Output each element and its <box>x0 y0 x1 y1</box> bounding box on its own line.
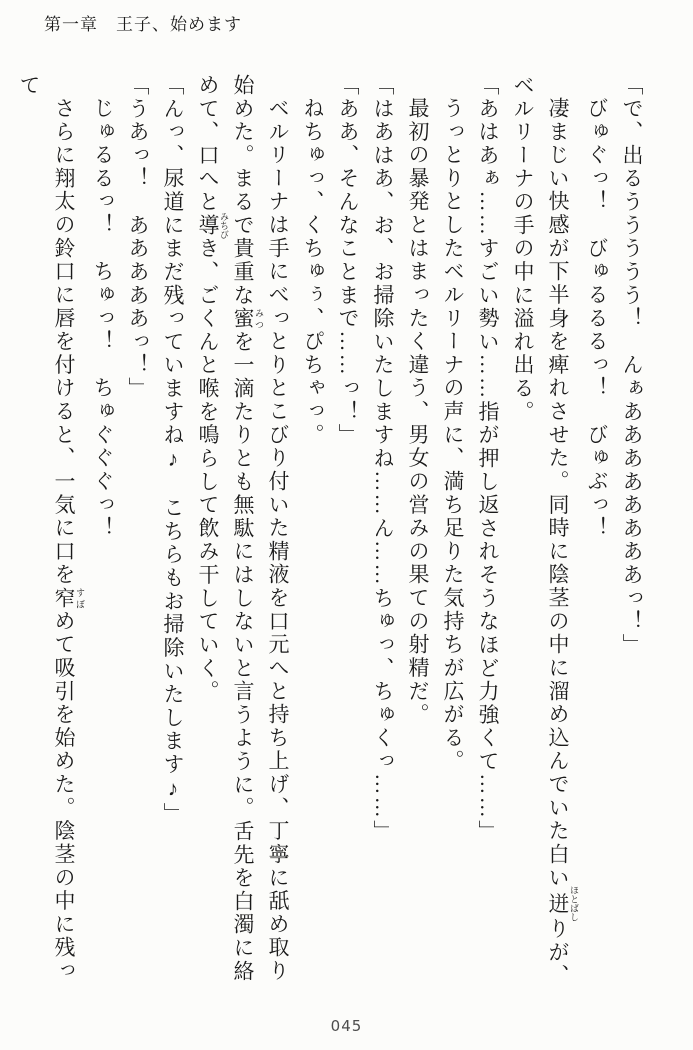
paragraph: 凄まじい快感が下半身を痺れさせた。同時に陰茎の中に溜め込んでいた白い迸 ほとばしりが、ベルリーナの手の中に溢れ出る。 <box>511 74 579 988</box>
paragraph: うっとりとしたベルリーナの声に、満ち足りた気持ちが広がる。 <box>441 97 465 774</box>
paragraph: 「あはあぁ……すごい勢い……指が押し返されそうなほど力強くて……」 <box>476 74 500 844</box>
paragraph: 「ああ、そんなことまで……っ！」 <box>336 74 360 447</box>
paragraph: 「はあはあ、お、お掃除いたしますね……ん……ちゅっ、ちゅくっ……」 <box>371 74 395 844</box>
paragraph: さらに翔太の鈴口に唇を付けると、一気に口を窄 すぼめて吸引を始めた。陰茎の中に残って <box>17 74 85 983</box>
furigana-ruby: 迸 ほとばし <box>546 885 579 922</box>
paragraph: 最初の暴発とはまったく違う、男女の営みの果ての射精だ。 <box>406 97 430 727</box>
furigana-ruby: 導 みちび <box>196 212 229 240</box>
page-number: 045 <box>330 1017 363 1035</box>
chapter-header: 第一章 王子、始めます <box>44 15 242 34</box>
body-text <box>11 74 649 1006</box>
paragraph: 「で、出るううううう！ んぁああああああああっ！」 <box>620 74 644 657</box>
paragraph: ベルリーナは手にべっとりとこびり付いた精液を口元へと持ち上げ、丁寧に舐め取り始めた。まるで貴重な蜜 みつを一滴たりとも無駄にはしないと言うように。舌先を白濁に絡めて、口へと導 みちびき、ごくんと喉を鳴らして飲み干していく。 <box>196 74 290 984</box>
furigana-ruby: 蜜 みつ <box>231 307 264 331</box>
paragraph: 「うあっ！ あああああっ！」 <box>126 74 150 401</box>
furigana-ruby: 窄 すぼ <box>52 586 85 610</box>
paragraph: 「んっ、尿道にまだ残っていますね♪ こちらもお掃除いたします♪」 <box>161 74 185 826</box>
paragraph: びゅぐっ！ びゅるるるっ！ びゅぶっ！ <box>585 97 609 540</box>
paragraph: ねちゅっ、くちゅぅ、ぴちゃっ。 <box>301 97 325 447</box>
paragraph: じゅるるっ！ ちゅっ！ ちゅぐぐぐっ！ <box>91 97 115 540</box>
